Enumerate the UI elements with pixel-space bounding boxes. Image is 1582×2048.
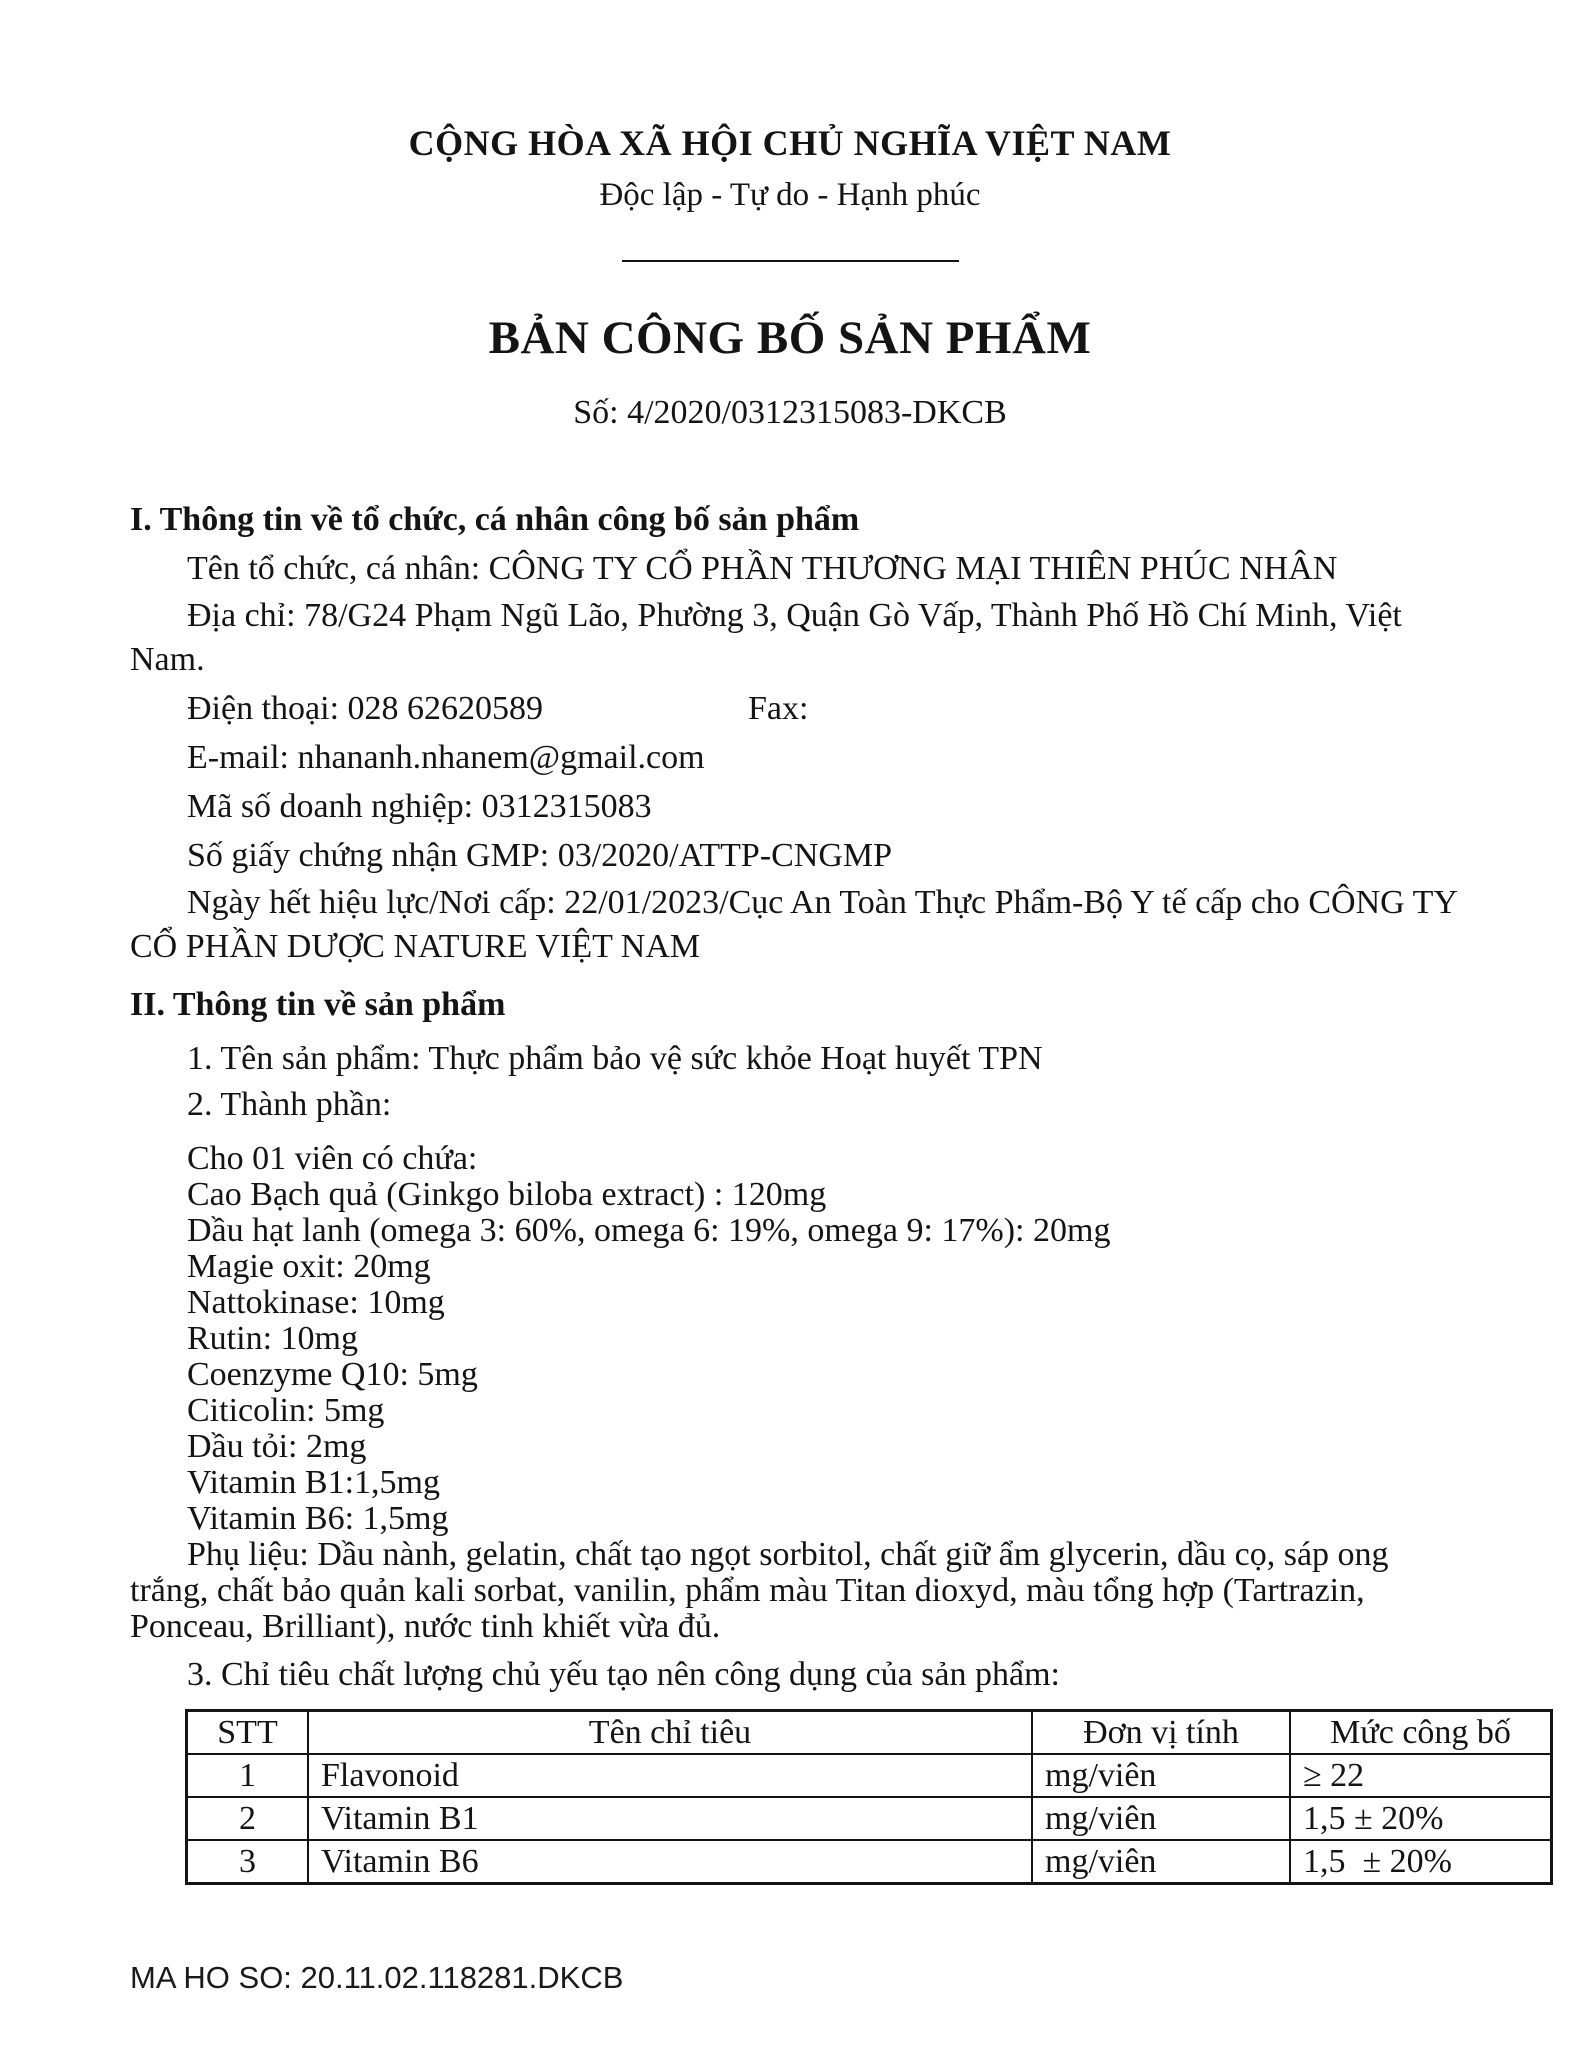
section-1-heading: I. Thông tin về tổ chức, cá nhân công bố sản phẩm [130,501,860,538]
divider-rule [622,260,959,262]
ingredient-line: Citicolin: 5mg [187,1392,385,1429]
quality-table-body [187,1754,1552,1884]
table-header-cell: Tên chỉ tiêu [308,1711,1032,1755]
org-address-line-1: Địa chỉ: 78/G24 Phạm Ngũ Lão, Phường 3, Quận Gò Vấp, Thành Phố Hồ Chí Minh, Việt [187,597,1402,634]
document-number: Số: 4/2020/0312315083-DKCB [573,394,1007,431]
per-capsule-note: Cho 01 viên có chứa: [187,1140,478,1177]
org-name: Tên tổ chức, cá nhân: CÔNG TY CỔ PHẦN THƯƠNG MẠI THIÊN PHÚC NHÂN [187,550,1338,587]
quality-table-head [187,1711,1552,1755]
org-address-line-2: Nam. [130,641,205,678]
table-cell: mg/viên [1032,1797,1290,1840]
table-header-cell: STT [187,1711,309,1755]
table-cell: 1 [187,1754,309,1797]
table-cell: 3 [187,1840,309,1884]
table-header-row [187,1711,1552,1755]
ingredient-line: Vitamin B1:1,5mg [187,1464,440,1501]
composition-list [130,1141,1450,1645]
section-2-heading: II. Thông tin về sản phẩm [130,986,506,1023]
composition-heading: 2. Thành phần: [187,1086,392,1123]
ingredient-line: Cao Bạch quả (Ginkgo biloba extract) : 120mg [187,1176,827,1213]
table-row [187,1797,1552,1840]
table-cell: mg/viên [1032,1754,1290,1797]
quality-heading: 3. Chỉ tiêu chất lượng chủ yếu tạo nên công dụng của sản phẩm: [187,1656,1060,1693]
product-name: 1. Tên sản phẩm: Thực phẩm bảo vệ sức khỏe Hoạt huyết TPN [187,1040,1043,1077]
ingredient-line: Dầu tỏi: 2mg [187,1428,367,1465]
ingredient-line: Nattokinase: 10mg [187,1284,445,1321]
gmp-certificate: Số giấy chứng nhận GMP: 03/2020/ATTP-CNGMP [187,837,893,874]
table-row [187,1754,1552,1797]
excipients-line-1: Phụ liệu: Dầu nành, gelatin, chất tạo ngọt sorbitol, chất giữ ẩm glycerin, dầu cọ, sáp ong [187,1536,1389,1573]
table-cell: 2 [187,1797,309,1840]
excipients-line-2: trắng, chất bảo quản kali sorbat, vanilin, phẩm màu Titan dioxyd, màu tổng hợp (Tartrazin, [130,1572,1365,1609]
ingredient-line: Vitamin B6: 1,5mg [187,1500,449,1537]
table-cell: Vitamin B6 [308,1840,1032,1884]
independence-motto: Độc lập - Tự do - Hạnh phúc [599,177,981,213]
fax-label: Fax: [748,690,809,727]
table-header-cell: Đơn vị tính [1032,1711,1290,1755]
table-cell: mg/viên [1032,1840,1290,1884]
phone-fax-row [187,687,1450,731]
org-address [130,594,1450,682]
table-cell: Vitamin B1 [308,1797,1032,1840]
ingredient-line: Dầu hạt lanh (omega 3: 60%, omega 6: 19%, omega 9: 17%): 20mg [187,1212,1111,1249]
national-motto: CỘNG HÒA XÃ HỘI CHỦ NGHĨA VIỆT NAM [408,123,1172,163]
file-code-footer: MA HO SO: 20.11.02.118281.DKCB [130,1960,624,1995]
phone-number: Điện thoại: 028 62620589 [187,690,544,727]
ingredient-line: Rutin: 10mg [187,1320,358,1357]
gmp-validity-line-2: CỔ PHẦN DƯỢC NATURE VIỆT NAM [130,928,701,965]
table-cell: 1,5 ± 20% [1290,1797,1552,1840]
ingredient-line: Magie oxit: 20mg [187,1248,431,1285]
quality-table [185,1709,1553,1885]
table-row [187,1840,1552,1884]
table-cell: Flavonoid [308,1754,1032,1797]
ingredient-line: Coenzyme Q10: 5mg [187,1356,478,1393]
table-header-cell: Mức công bố [1290,1711,1552,1755]
business-code: Mã số doanh nghiệp: 0312315083 [187,788,652,825]
gmp-validity-line-1: Ngày hết hiệu lực/Nơi cấp: 22/01/2023/Cục An Toàn Thực Phẩm-Bộ Y tế cấp cho CÔNG TY [187,884,1458,921]
gmp-validity [130,881,1458,969]
table-cell: ≥ 22 [1290,1754,1552,1797]
document-title: BẢN CÔNG BỐ SẢN PHẨM [488,312,1092,364]
excipients-line-3: Ponceau, Brilliant), nước tinh khiết vừa đủ. [130,1608,721,1645]
email: E-mail: nhananh.nhanem@gmail.com [187,739,705,776]
table-cell: 1,5 ± 20% [1290,1840,1552,1884]
